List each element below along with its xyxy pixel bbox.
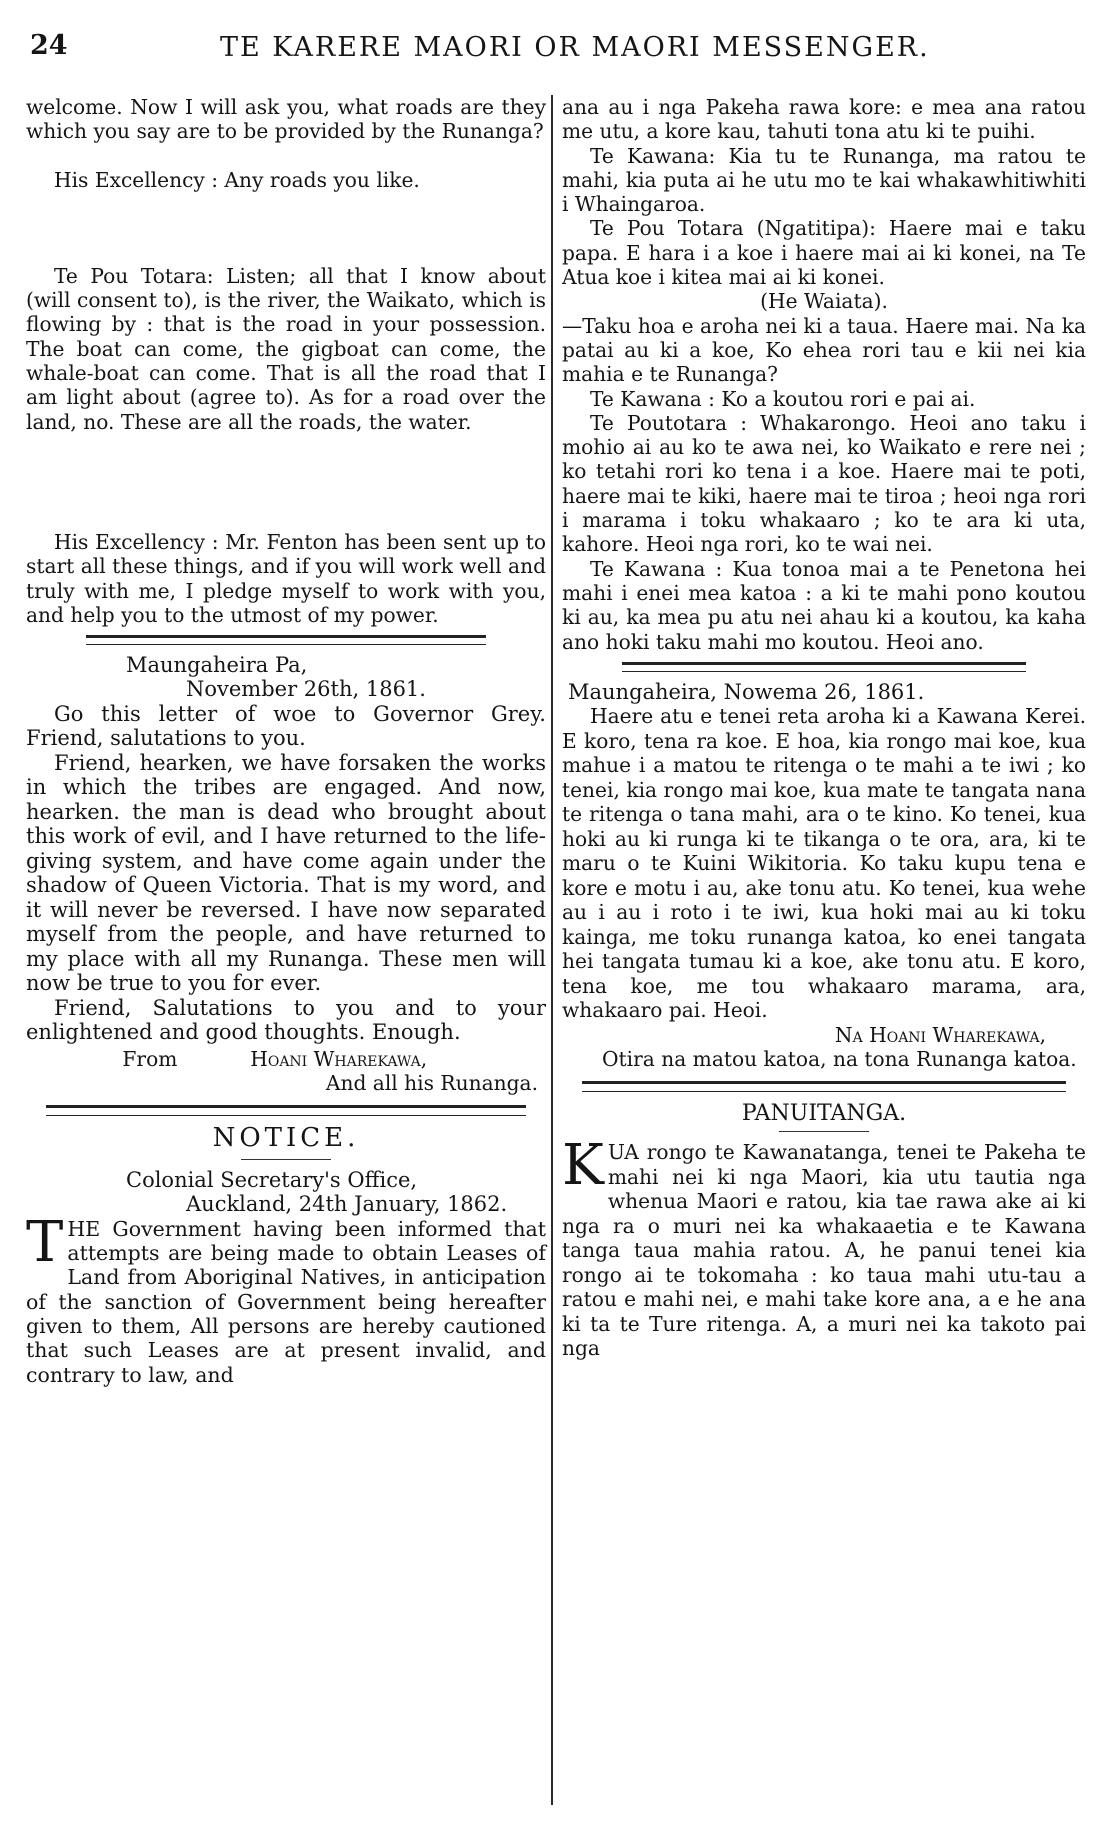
- section-rule: [86, 635, 486, 645]
- right-para-taku-hoa: —Taku hoa e aroha nei ki a taua. Haere mai. Na ka patai au ki a koe, Ko ehea rori tau e kii nei kia mahia e te Runanga?: [562, 313, 1086, 387]
- right-letter-head: Maungaheira, Nowema 26, 1861.: [568, 679, 925, 704]
- right-letter-body: Haere atu e tenei reta aroha ki a Kawana Kerei. E koro, tena ra koe. E hoa, kia rongo mai koe, kua mahue i a matou te ritenga o te mahi a te iwi ; ko tenei, kia rongo mai koe, kua mate te tangata nana te ritenga o tana mahi, ara o te kino. Ko tenei, kua hoki au ki runga ki te tikanga o te ora, ara, ki te maru o te Kuini Wikitoria. Ko taku kupu tena e kore e motu i au, ake tonu atu. Ko tenei, kua wehe au i au i roto i te iwi, kua hoki mai au ki toku kainga, me toku runanga katoa, ko enei tangata hei tangata tumau ki a koe, ake tonu atu. E koro, tena koe, me tou whakaaro marama, ara, whakaaro pai. Heoi.: [562, 704, 1086, 1023]
- left-para-excellency-fenton: His Excellency : Mr. Fenton has been sent up to start all these things, and if you will work well and truly with me, I pledge myself to work with you, and help you to the utmost of my power.: [26, 529, 546, 627]
- left-para-pou-totara: Te Pou Totara: Listen; all that I know about (will consent to), is the river, the Waikato, which is flowing by : that is the road in your possession. The boat can come, the gigboat can come, the whale-boat can come. That is all the road that I am light about (agree to). As for a road over the land, no. These are all the roads, the water.: [26, 263, 546, 434]
- right-para-penetona: Te Kawana : Kua tonoa mai a te Penetona hei mahi i enei mea katoa : a ki te mahi pono koutou ki au, ka mea pu atu nei ahau ki a koutou, ka kaha ano hoki taku mahi mo koutou. Heoi ano.: [562, 556, 1086, 654]
- panui-dropcap: K: [562, 1133, 604, 1199]
- right-para-poutotara: Te Poutotara : Whakarongo. Heoi ano taku i mohio ai au ko te awa nei, ko Waikato e rere nei ; ko tetahi rori ko tena i a koe. Haere mai te poti, haere mai te kiki, haere mai te tiroa ; heoi nga rori i marama i toku whakaaro ; ko te ara ki uta, kahore. Heoi nga rori, ko te wai nei.: [562, 410, 1086, 557]
- running-title: TE KARERE MAORI OR MAORI MESSENGER.: [220, 32, 930, 63]
- right-signature-name: Na Hoani Wharekawa,: [834, 1022, 1046, 1047]
- letter-para-1: Go this letter of woe to Governor Grey. Friend, salutations to you.: [26, 701, 546, 751]
- left-para-welcome: welcome. Now I will ask you, what roads are they which you say are to be provided by the Runanga?: [26, 95, 546, 144]
- notice-rule: [46, 1105, 526, 1116]
- page-header: [30, 30, 1080, 70]
- left-para-excellency-roads: His Excellency : Any roads you like.: [54, 167, 420, 192]
- right-para-kawana-rori: Te Kawana : Ko a koutou rori e pai ai.: [590, 386, 976, 411]
- panui-text: UA rongo te Kawanatanga, tenei te Pakeha te mahi nei ki nga Maori, kia utu tautia nga whenua Maori e ratou, kia tae rawa ake ai ki nga ra o muri nei ka whakaaetia e te Kawana tanga taua mahia ratou. A, he panui tenei kia rongo ai te tokomaha : ko taua mahi utu-tau a ratou e mahi nei, e mahi take kore ana, a e he ana ki ta te Ture ritenga. A, a muri nei ka takoto pai nga: [562, 1140, 1086, 1361]
- letter-signature: [26, 1047, 546, 1071]
- right-signature-sub: Otira na matou katoa, na tona Runanga katoa.: [602, 1046, 1077, 1071]
- panui-heading: PANUITANGA.: [741, 1101, 907, 1127]
- notice-office: Colonial Secretary's Office,: [126, 1168, 418, 1193]
- letter-date: November 26th, 1861.: [186, 677, 426, 702]
- right-section-rule: [622, 662, 1026, 672]
- right-para-pou-totara: Te Pou Totara (Ngatitipa): Haere mai e taku papa. E hara i a koe i haere mai ai ki konei, na Te Atua koe i kitea mai ai ki konei.: [562, 216, 1086, 290]
- panui-short-rule: [779, 1131, 869, 1133]
- panui-rule: [582, 1081, 1066, 1092]
- right-para-kawana: Te Kawana: Kia tu te Runanga, ma ratou te mahi, kia puta ai he utu mo te kai whakawhitiwhiti i Whaingaroa.: [562, 143, 1086, 217]
- from-subtitle: And all his Runanga.: [325, 1071, 538, 1096]
- notice-date: Auckland, 24th January, 1862.: [186, 1192, 508, 1217]
- notice-dropcap: T: [26, 1209, 64, 1275]
- notice-text: HE Government having been informed that attempts are being made to obtain Leases of Land from Aboriginal Natives, in anticipation of the sanction of Government being hereafter given to them, All persons are hereby cautioned that such Leases are at present invalid, and contrary to law, and: [26, 1216, 546, 1387]
- letter-place: Maungaheira Pa,: [126, 653, 308, 678]
- from-name: Hoani Wharekawa,: [250, 1046, 428, 1071]
- right-column-maori: [562, 95, 1086, 1361]
- column-divider: [551, 95, 553, 1805]
- right-waiata: (He Waiata).: [760, 289, 888, 314]
- panui-body: [562, 1133, 1086, 1361]
- from-label: From: [122, 1046, 178, 1071]
- page-number: 24: [30, 30, 68, 61]
- letter-para-2: Friend, hearken, we have forsaken the works in which the tribes are engaged. And now, hearken. the man is dead who brought about this work of evil, and I have returned to the life-giving system, and have come again under the shadow of Queen Victoria. That is my word, and it will never be reversed. I have now separated myself from the people, and have returned to my place with all my Runanga. These men will now be true to you for ever.: [26, 750, 546, 996]
- notice-heading: NOTICE.: [212, 1123, 360, 1154]
- notice-body: [26, 1209, 546, 1387]
- notice-short-rule: [241, 1159, 331, 1161]
- right-para-1: ana au i nga Pakeha rawa kore: e mea ana ratou me utu, a kore kau, tahuti tona atu ki te puihi.: [562, 95, 1086, 144]
- left-column-english: [26, 95, 546, 1387]
- letter-para-3: Friend, Salutations to you and to your enlightened and good thoughts. Enough.: [26, 995, 546, 1045]
